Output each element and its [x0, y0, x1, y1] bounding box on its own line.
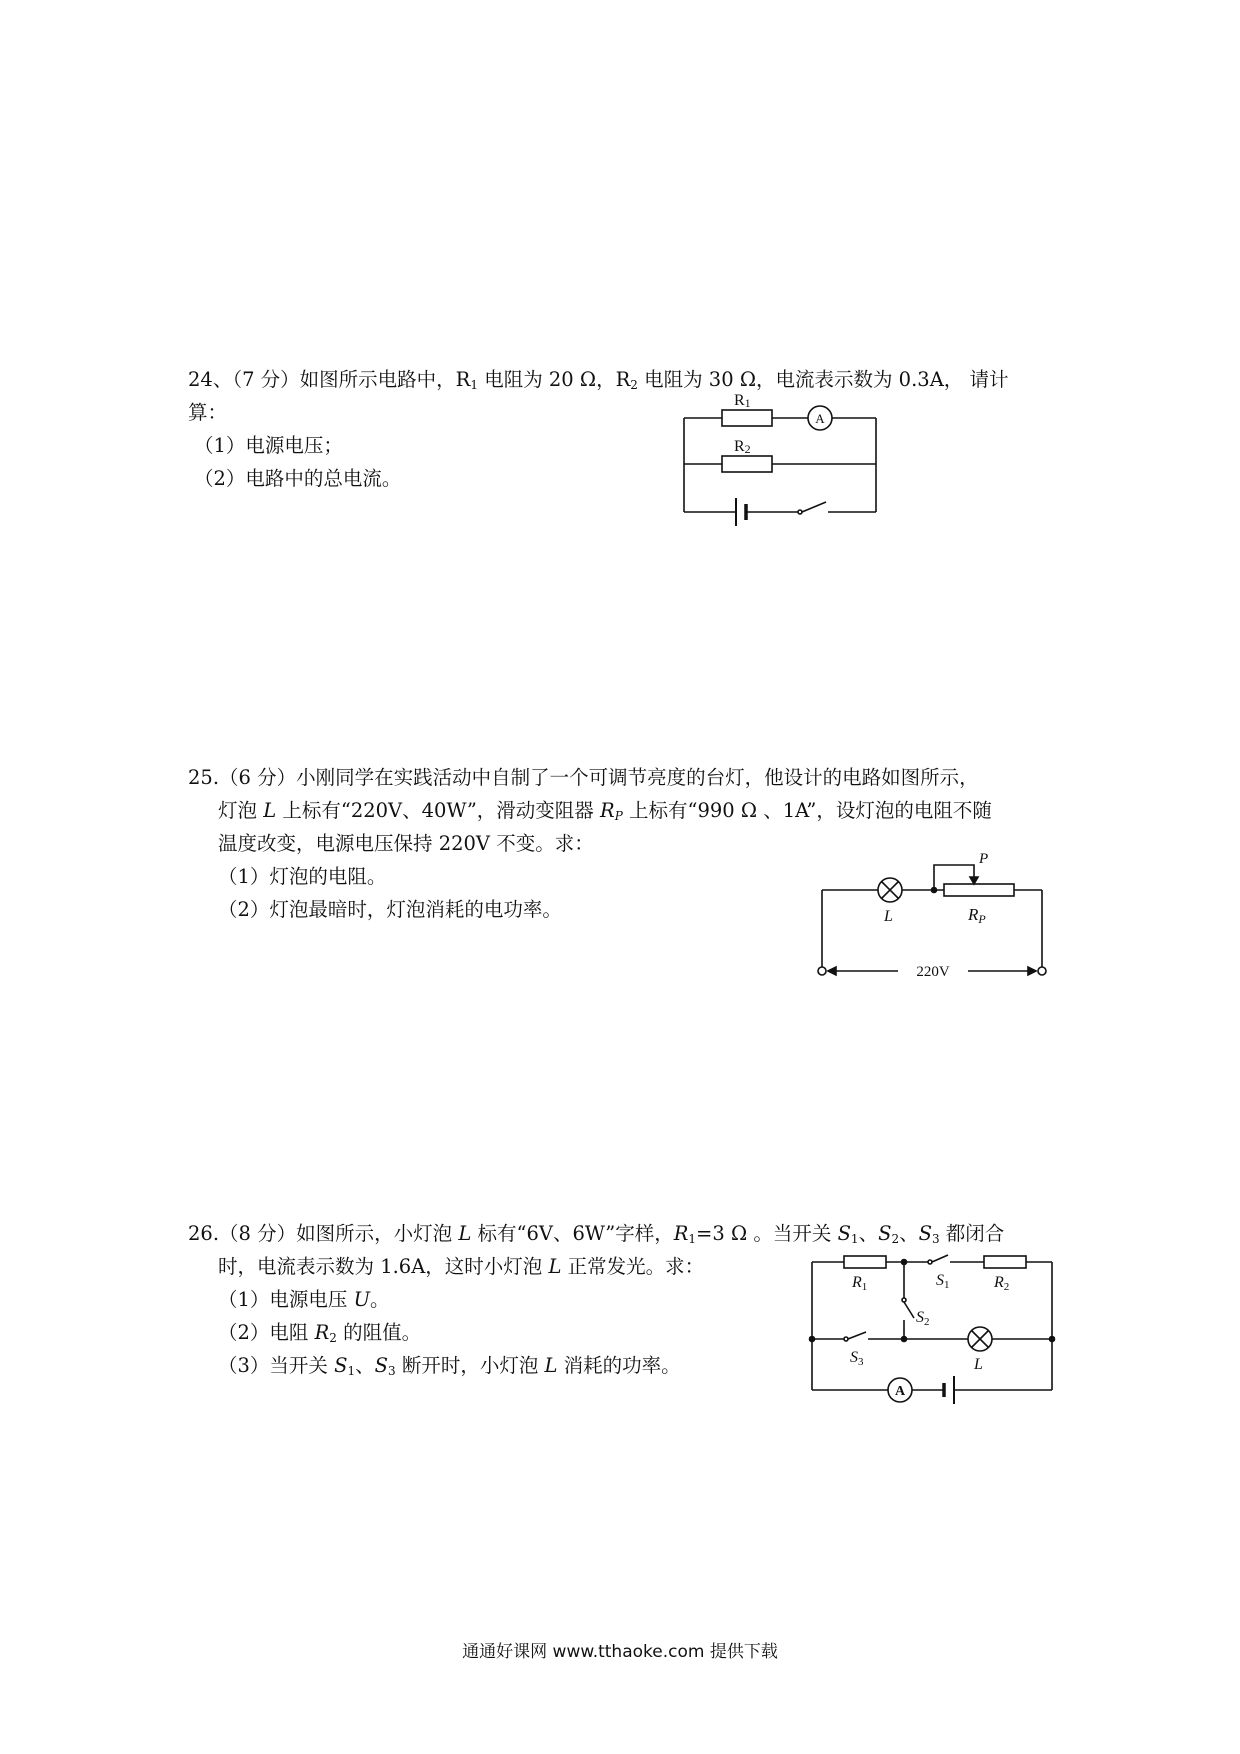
q26-s3-label: S3 [850, 1349, 864, 1368]
q26-r2-label: R2 [994, 1274, 1010, 1293]
q25-circuit-diagram [814, 851, 1054, 985]
q26-stem-line2: 时，电流表示数为 1.6A，这时小灯泡 L 正常发光。求： [218, 1255, 705, 1278]
q24-r2-label: R2 [734, 438, 751, 456]
q25-stem-line1: 25.（6 分）小刚同学在实践活动中自制了一个可调节亮度的台灯，他设计的电路如图所示， [188, 766, 979, 789]
q25-rheostat-label: RP [968, 905, 986, 926]
q26-stem-line1: 26.（8 分）如图所示，小灯泡 L 标有“6V、6W”字样，$R_1=3$ Ω 。当开关 $S_1$、$S_2$、$S_3$ 都闭合 [188, 1222, 1005, 1246]
q26-s3-switch [848, 1332, 866, 1339]
q26-r2-resistor [984, 1256, 1026, 1268]
q24-sub2: （2）电路中的总电流。 [194, 467, 402, 490]
q26-circuit-diagram [808, 1252, 1058, 1412]
q24-stem-line1: 24、（7 分）如图所示电路中，$R_1$ 电阻为 20 Ω，$R_2$ 电阻为 30 Ω，电流表示数为 0.3A， 请计 [188, 368, 1009, 392]
q24-sub1: （1）电源电压； [194, 434, 343, 457]
q24-r2-resistor [722, 456, 772, 472]
q24-ammeter-label: A [815, 411, 825, 426]
q26-s1-switch [932, 1255, 948, 1262]
q26-ammeter-label: A [894, 1384, 906, 1399]
q25-voltage-label: 220V [916, 964, 950, 980]
q26-sub3: （3）当开关 $S_1$、$S_3$ 断开时，小灯泡 L 消耗的功率。 [218, 1354, 681, 1378]
q26-s2-switch [904, 1302, 914, 1318]
q25-sub1: （1）灯泡的电阻。 [218, 865, 387, 888]
q25-stem-line2: 灯泡 L 上标有“220V、40W”，滑动变阻器 $R_P$ 上标有“990 Ω 、1A”，设灯泡的电阻不随 [218, 799, 992, 823]
q25-lamp-label: L [884, 908, 893, 925]
q26-s2-label: S2 [916, 1309, 930, 1328]
q26-lamp-label: L [974, 1356, 983, 1373]
q26-s1-label: S1 [936, 1272, 950, 1291]
q26-lamp-symbol [968, 1327, 992, 1351]
q24-stem-line2: 算： [188, 401, 228, 424]
page-footer: 通通好课网 www.tthaoke.com 提供下载 [462, 1642, 778, 1662]
q25-stem-line3: 温度改变，电源电压保持 220V 不变。求： [218, 832, 594, 855]
q24-r1-label: R1 [734, 392, 751, 410]
q25-slider-label: P [979, 851, 989, 867]
question-24 [188, 363, 1058, 495]
q24-switch [802, 502, 826, 512]
q25-sub2: （2）灯泡最暗时，灯泡消耗的电功率。 [218, 898, 562, 921]
q26-r1-resistor [844, 1256, 886, 1268]
q25-rheostat [944, 884, 1014, 896]
q26-sub2: （2）电阻 $R_2$ 的阻值。 [218, 1321, 422, 1345]
q24-r1-resistor [722, 410, 772, 426]
q26-sub1: （1）电源电压 U。 [218, 1288, 390, 1311]
q26-r1-label: R1 [852, 1274, 868, 1293]
q25-lamp-symbol [878, 878, 902, 902]
q24-circuit-diagram [680, 390, 880, 530]
